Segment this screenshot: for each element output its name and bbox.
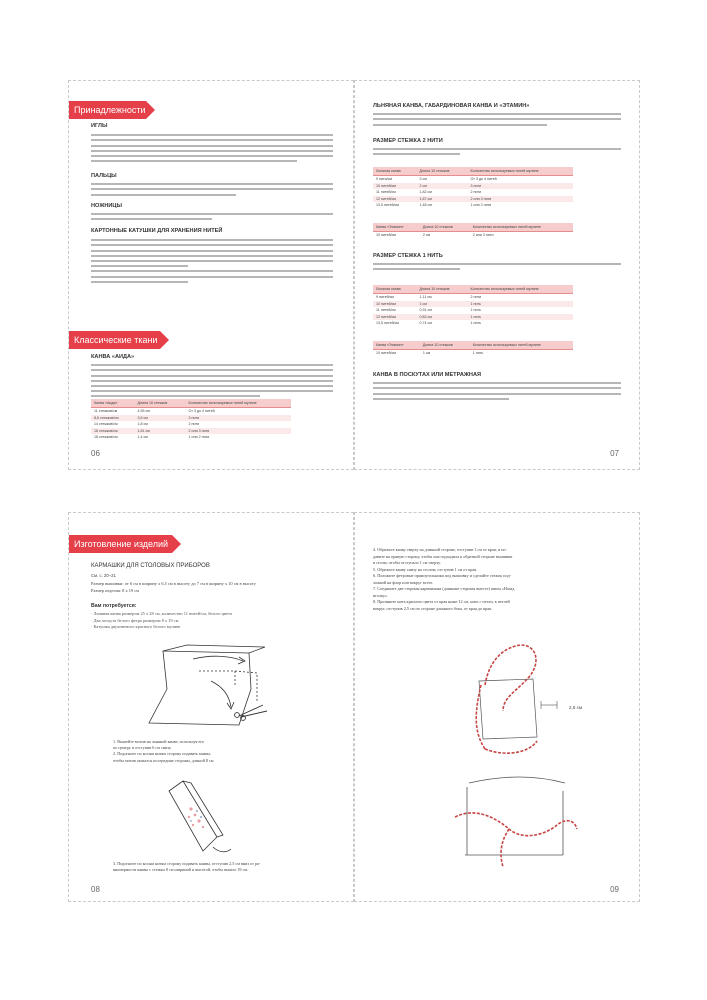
table-cell: 1,67 см: [417, 196, 468, 203]
page-number: 07: [610, 449, 619, 458]
step-line: иголку».: [373, 592, 389, 598]
heading-bobbins: КАРТОННЫЕ КАТУШКИ ДЛЯ ХРАНЕНИЯ НИТЕЙ: [91, 228, 223, 234]
table-header-cell: Длина 10 стежков: [420, 341, 470, 350]
table-cell: 1 или 2 нити: [470, 203, 492, 208]
list-item: · Два лоскута белого фетра размером 8 х 19 см: [91, 617, 179, 623]
steps-1-2: [113, 739, 343, 764]
heading-stitch-1: РАЗМЕР СТЕЖКА 1 НИТЬ: [373, 253, 443, 259]
table-cell: 1,4 см: [137, 435, 148, 440]
paragraph-linen: [373, 110, 621, 126]
table-cell: 11 стежков/см: [94, 409, 118, 414]
table-cell: 13,5 нитей/см: [376, 203, 399, 208]
step-line: 2. Подогните по косым нитям сторону подавать канвы,: [113, 751, 211, 757]
table-cell: 12 нитей/см: [373, 196, 417, 203]
table-cell: 2 см: [422, 233, 431, 238]
table-cell: 2 нити: [188, 422, 200, 427]
section-ribbon-making: Изготовление изделий: [68, 535, 172, 553]
table-row: [373, 232, 573, 239]
table-cell: 2 нити: [470, 295, 482, 300]
list-item: · Льняная канва размером 25 х 28 см, количество 11 нитей/см, белого цвета: [91, 611, 232, 616]
table-cell: От 3 до 4 нитей: [188, 409, 215, 414]
table-cell: 10 нитей/см: [376, 351, 396, 356]
step-line: 1. Вышейте мотив на льняной канве, используя его: [113, 739, 205, 744]
table-row: [373, 176, 573, 183]
table-header-cell: Льняная канва: [373, 285, 417, 294]
table-cell: 1 нить: [470, 308, 482, 313]
table-header-cell: Количество используемых нитей мулине: [468, 167, 573, 176]
table-header-cell: Длина 10 стежков: [417, 167, 468, 176]
table-cell: 1 или 2 нити: [188, 435, 210, 440]
paragraph-stitch-2: [373, 145, 621, 155]
step-line: 6. Положите фетровые прямоугольники под вышивку и сделайте стежок под-: [373, 573, 511, 578]
step-line: по центру и отступив 6 см снизу.: [113, 745, 172, 751]
thread-stitching-illustration: [445, 641, 575, 761]
spread-1-right-page: [354, 80, 640, 470]
aida-table: [91, 399, 291, 441]
heading-stitch-2: РАЗМЕР СТЕЖКА 2 НИТИ: [373, 138, 443, 144]
table-header-cell: Льняная канва: [373, 167, 417, 176]
heading-scissors: НОЖНИЦЫ: [91, 203, 122, 209]
table-header-row: [91, 399, 291, 408]
table-header-cell: Количество используемых нитей мулине: [470, 341, 573, 350]
table-header-cell: Длина 10 стежков: [417, 285, 468, 294]
table-header-cell: Количество используемых нитей мулине: [470, 223, 573, 232]
table-header-row: [373, 167, 573, 176]
table-cell: 4,55 см: [137, 409, 150, 414]
step-line: ложкой на флор или вокруг всего.: [373, 579, 434, 585]
table-row: [373, 294, 573, 301]
step-3: [113, 861, 343, 873]
page-number: 06: [91, 449, 100, 458]
step-line: в столы; чтобы отступало 1 см сверху.: [373, 560, 441, 565]
table-cell: 13,5 нитей/см: [376, 321, 399, 326]
linen-table-2-threads: [373, 167, 573, 209]
spread-1-left-page: [68, 80, 354, 470]
table-cell: 8,6 стежков/см: [91, 415, 135, 422]
table-cell: 0,83 см: [417, 314, 468, 321]
page-reference: См. с. 20–21: [91, 573, 116, 578]
step-line: вномерности канвы с стежки 8 см шириной и высотой, чтобы вышло 19 см.: [113, 867, 249, 873]
table-cell: 2 или 3 нити: [468, 196, 573, 203]
table-cell: 3 нити: [186, 415, 292, 422]
table-header-cell: Количество используемых нитей мулине: [186, 399, 292, 408]
measurement-label: 2,5 см: [569, 705, 583, 710]
table-cell: 10 нитей/см: [376, 233, 396, 238]
table-row: [91, 408, 291, 415]
paragraph-scissors: [91, 210, 333, 220]
table-cell: 12 нитей/см: [373, 314, 417, 321]
table-cell: 10 нитей/см: [373, 183, 417, 190]
page-number: 08: [91, 885, 100, 894]
paragraph-thimbles: [91, 180, 333, 196]
materials-heading: Вам потребуется:: [91, 603, 137, 609]
table-cell: 1 нить: [468, 301, 573, 308]
heading-thimbles: ПАЛЬЦЫ: [91, 173, 117, 179]
section-ribbon-accessories: Принадлежности: [68, 101, 146, 119]
table-cell: 1 нить: [470, 321, 482, 326]
finished-pocket-illustration: [445, 763, 585, 873]
table-cell: 11 нитей/см: [376, 190, 396, 195]
etamin-table-1-thread: [373, 341, 573, 357]
step-line: вокруг, отступив 2,5 см по стороне длинного бока, от края до края.: [373, 605, 493, 611]
table-cell: 11 нитей/см: [376, 308, 396, 313]
step-line: чтобы мотив оказался посередине стороны, длиной 8 см: [113, 757, 214, 763]
paragraph-aida: [91, 361, 333, 397]
paragraph-needles: [91, 131, 333, 162]
step-line: 7. Соедините две стороны карманчика (длинные стороны вместе) швом «Назад: [373, 586, 515, 591]
linen-table-1-thread: [373, 285, 573, 327]
table-header-cell: Канва «Этамин»: [373, 341, 420, 350]
step-line: давите на правую сторону, чтобы она подходила к обратной стороне вышивки: [373, 553, 513, 559]
table-cell: 1,11 см: [419, 295, 432, 300]
step-line: 3. Подогните по косым нитям сторону подавать канвы, отступив 2,5 см вниз от ра-: [113, 861, 261, 866]
table-row: [373, 202, 573, 209]
paragraph-stitch-1: [373, 260, 621, 270]
paragraph-grid-fabric: [373, 379, 621, 400]
materials-list: [91, 611, 341, 631]
table-cell: 18 стежков/см: [94, 435, 118, 440]
table-cell: 3 нити: [468, 183, 573, 190]
table-cell: 3 см: [419, 177, 427, 182]
section-ribbon-fabrics: Классические ткани: [68, 331, 160, 349]
table-header-cell: Количество используемых нитей мулине: [468, 285, 573, 294]
spread-2-right-page: [354, 512, 640, 902]
table-row: [91, 434, 291, 441]
heading-linen: ЛЬНЯНАЯ КАНВА, ГАБАРДИНОВАЯ КАНВА И «ЭТАМИН»: [373, 103, 530, 109]
table-header-cell: Длина 10 стежков: [135, 399, 186, 408]
table-header-cell: Длина 10 стежков: [420, 223, 470, 232]
folding-illustration: [139, 631, 289, 731]
table-cell: От 3 до 4 нитей: [470, 177, 497, 182]
table-header-cell: Канва «Аида»: [91, 399, 135, 408]
table-cell: 1,61 см: [135, 428, 186, 435]
heading-aida: КАНВА «АИДА»: [91, 354, 135, 360]
table-cell: 9 нитей/см: [376, 295, 394, 300]
heading-pockets: КАРМАШКИ ДЛЯ СТОЛОВЫХ ПРИБОРОВ: [91, 563, 210, 569]
table-cell: 0,74 см: [419, 321, 432, 326]
table-cell: 2 или 3 нити: [472, 233, 494, 238]
table-header-row: [373, 285, 573, 294]
table-cell: 1,48 см: [419, 203, 432, 208]
table-cell: 0,91 см: [419, 308, 432, 313]
table-cell: 1 нить: [472, 351, 484, 356]
table-cell: 16 стежков/см: [91, 428, 135, 435]
table-cell: 1,82 см: [419, 190, 432, 195]
list-item: · Катушка двухнитного красного белого мулине: [91, 624, 181, 630]
table-row: [373, 350, 573, 357]
steps-4-8: [373, 547, 625, 612]
table-cell: 1 см: [417, 301, 468, 308]
paragraph-bobbins: [91, 236, 333, 283]
table-header-cell: Канва «Этамин»: [373, 223, 420, 232]
table-cell: 2 см: [417, 183, 468, 190]
table-header-row: [373, 341, 573, 350]
table-cell: 3,5 см: [135, 415, 186, 422]
page-number: 09: [610, 885, 619, 894]
table-cell: 14 стежков/см: [94, 422, 118, 427]
etamin-table-2-threads: [373, 223, 573, 239]
table-cell: 2 или 3 нити: [186, 428, 292, 435]
table-cell: 2 нити: [470, 190, 482, 195]
step-line: 8. Протяните нить красного цвета от края ниже 12 см, нить с петли, в петлей: [373, 599, 510, 604]
table-cell: 1 см: [422, 351, 431, 356]
table-header-row: [373, 223, 573, 232]
size-info: [91, 581, 341, 594]
table-cell: 1,8 см: [137, 422, 148, 427]
size-line: Размер изделия: 8 х 19 см: [91, 587, 139, 593]
size-line: Размер вышивки: от 6 см в ширину х 6,5 см в высоту до 7 см в ширину х 10 см в высоту: [91, 581, 256, 586]
spread-2-left-page: [68, 512, 354, 902]
table-row: [373, 320, 573, 327]
table-cell: 10 нитей/см: [373, 301, 417, 308]
step-line: 5. Обрежьте канву снизу на столом, отступив 1 см от края.: [373, 566, 478, 572]
table-cell: 1 нить: [468, 314, 573, 321]
table-cell: 9 нити/см: [376, 177, 392, 182]
heading-grid-fabric: КАНВА В ПОСКУТАХ ИЛИ МЕТРАЖНАЯ: [373, 372, 482, 378]
heading-needles: ИГЛЫ: [91, 123, 108, 129]
embroidered-fabric-illustration: [161, 773, 251, 859]
step-line: 4. Обрежьте канву сверху на длинной стороне, отступив 1 см от края, и по-: [373, 547, 507, 552]
